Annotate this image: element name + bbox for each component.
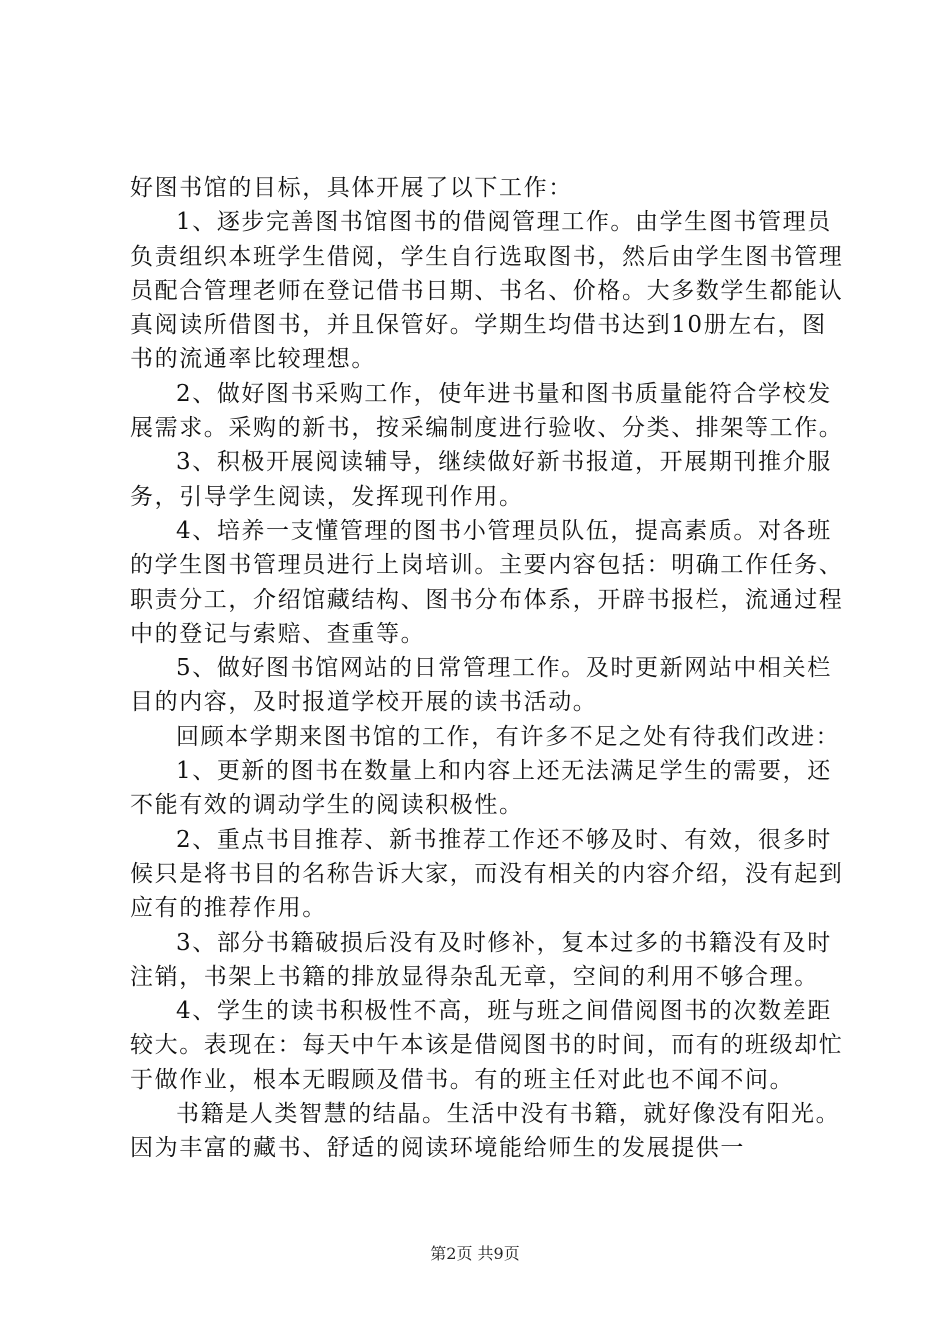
page-footer: 第2页 共9页	[430, 1244, 520, 1263]
paragraph: 2、做好图书采购工作，使年进书量和图书质量能符合学校发展需求。采购的新书，按采编制度进行验收、分类、排架等工作。	[130, 380, 844, 442]
paragraph: 4、学生的读书积极性不高，班与班之间借阅图书的次数差距较大。表现在：每天中午本该是借阅图书的时间，而有的班级却忙于做作业，根本无暇顾及借书。有的班主任对此也不闻不问。	[130, 998, 844, 1093]
paragraph: 3、部分书籍破损后没有及时修补，复本过多的书籍没有及时注销，书架上书籍的排放显得杂乱无章，空间的利用不够合理。	[130, 929, 832, 990]
paragraph: 5、做好图书馆网站的日常管理工作。及时更新网站中相关栏目的内容，及时报道学校开展的读书活动。	[130, 655, 832, 716]
body-text	[130, 171, 850, 1166]
paragraph: 1、逐步完善图书馆图书的借阅管理工作。由学生图书管理员负责组织本班学生借阅，学生自行选取图书，然后由学生图书管理员配合管理老师在登记借书日期、书名、价格。大多数学生都能认真阅读所借图书，并且保管好。学期生均借书达到10册左右，图书的流通率比较理想。	[130, 209, 844, 373]
paragraph: 2、重点书目推荐、新书推荐工作还不够及时、有效，很多时候只是将书目的名称告诉大家，而没有相关的内容介绍，没有起到应有的推荐作用。	[130, 826, 844, 922]
paragraph: 书籍是人类智慧的结晶。生活中没有书籍，就好像没有阳光。因为丰富的藏书、舒适的阅读环境能给师生的发展提供一	[130, 1101, 841, 1162]
paragraph: 3、积极开展阅读辅导，继续做好新书报道，开展期刊推介服务，引导学生阅读，发挥现刊作用。	[130, 449, 832, 510]
paragraph: 4、培养一支懂管理的图书小管理员队伍，提高素质。对各班的学生图书管理员进行上岗培训。主要内容包括：明确工作任务、职责分工，介绍馆藏结构、图书分布体系，开辟书报栏，流通过程中的登记与索赔、查重等。	[130, 517, 844, 647]
paragraph: 1、更新的图书在数量上和内容上还无法满足学生的需要，还不能有效的调动学生的阅读积极性。	[130, 758, 832, 819]
paragraph: 好图书馆的目标，具体开展了以下工作：	[130, 175, 573, 201]
paragraph: 回顾本学期来图书馆的工作，有许多不足之处有待我们改进：	[176, 723, 841, 750]
